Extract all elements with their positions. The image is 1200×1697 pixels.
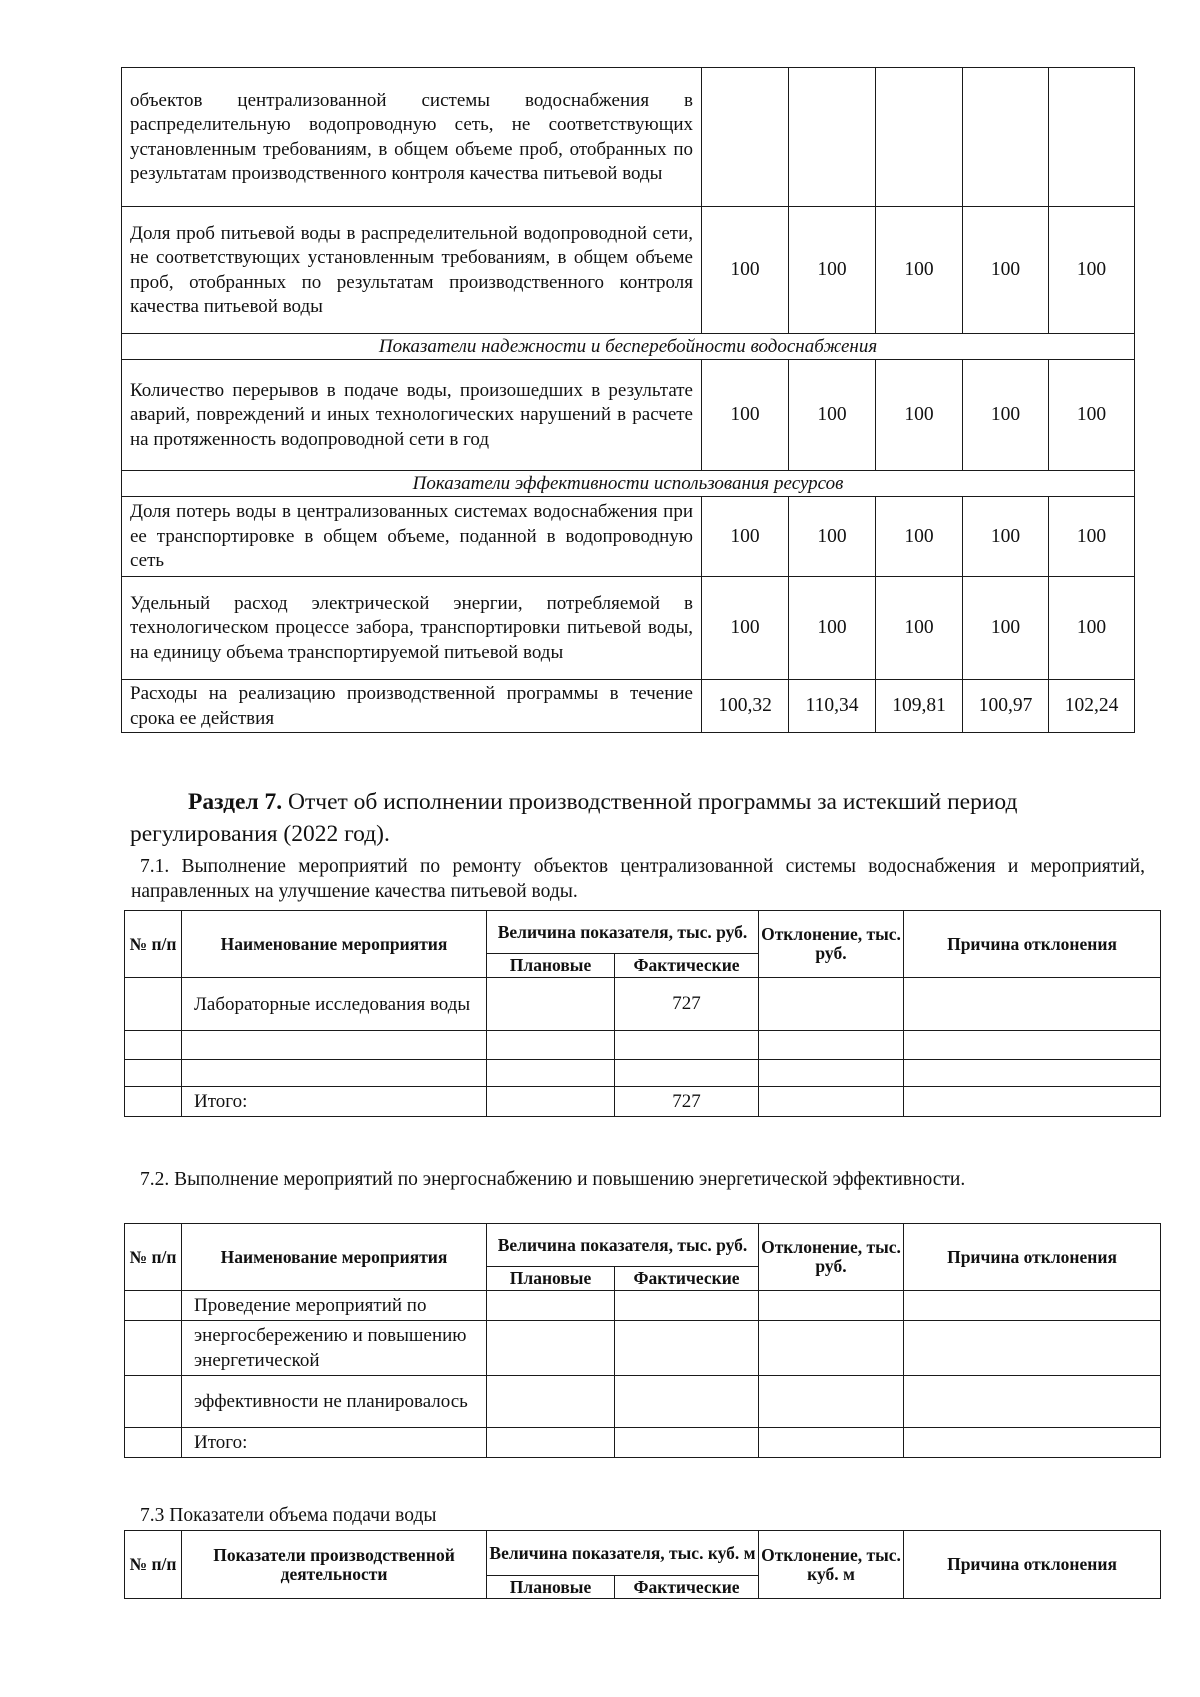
indicator-value: 110,34 [789,680,876,733]
t71-header-reason: Причина отклонения [904,911,1161,978]
indicator-value: 100 [963,497,1049,577]
t73-header-value: Величина показателя, тыс. куб. м [487,1531,759,1576]
table-row [122,68,1135,207]
table-row [125,978,1161,1031]
indicator-value: 100 [1049,497,1135,577]
indicator-value: 100 [789,577,876,680]
t73-header-deviation: Отклонение, тыс. куб. м [759,1531,904,1599]
indicator-value: 100 [702,360,789,471]
t71-total-actual: 727 [615,1087,759,1117]
indicator-value: 100 [1049,577,1135,680]
indicator-description: Доля потерь воды в централизованных системах водоснабжения при ее транспортировке в общем объеме, поданной в водопроводную сеть [122,497,702,577]
section-title: Показатели эффективности использования ресурсов [122,471,1135,497]
indicator-description: объектов централизованной системы водоснабжения в распределительную водопроводную сеть, не соответствующих установленным требованиям, в общем объеме проб, отобранных по результатам производственного контроля качества питьевой воды [122,68,702,207]
table-row [125,1060,1161,1087]
t72-table [124,1223,1161,1458]
t71-header-num: № п/п [125,911,182,978]
indicator-value: 100 [702,577,789,680]
t71-row1-actual: 727 [615,978,759,1031]
table-row [122,207,1135,334]
indicator-value: 100 [702,207,789,334]
section-7-heading-bold: Раздел 7. [188,789,283,815]
indicator-value: 100,32 [702,680,789,733]
t71-header-value: Величина показателя, тыс. руб. [487,911,759,954]
t71-row1-name: Лабораторные исследования воды [182,978,487,1031]
table-row [125,1031,1161,1060]
t73-header-indicator: Показатели производственной деятельности [182,1531,487,1599]
indicator-value [1049,68,1135,207]
t73-caption: 7.3 Показатели объема подачи воды [140,1505,437,1526]
indicator-value: 102,24 [1049,680,1135,733]
t73-header-num: № п/п [125,1531,182,1599]
indicator-value: 100 [963,360,1049,471]
t71-table [124,910,1161,1117]
section-7-heading [130,786,1140,850]
indicator-value [963,68,1049,207]
indicator-value: 100 [789,497,876,577]
indicator-value: 100 [876,577,963,680]
table-row [125,1376,1161,1428]
t71-header-name: Наименование мероприятия [182,911,487,978]
table-row [125,1291,1161,1321]
t71-header-actual: Фактические [615,954,759,978]
t71-total-label: Итого: [182,1087,487,1117]
t72-header-num: № п/п [125,1224,182,1291]
indicator-value: 100 [963,577,1049,680]
t72-row3-name: эффективности не планировалось [182,1376,487,1428]
t72-header-actual: Фактические [615,1267,759,1291]
indicator-value: 100 [876,207,963,334]
indicator-value: 100 [876,360,963,471]
indicator-value: 100 [789,207,876,334]
t71-header-planned: Плановые [487,954,615,978]
section-7-heading-text: Отчет об исполнении производственной программы за истекший период регулирования (2022 год). [130,789,1018,847]
indicator-value: 100,97 [963,680,1049,733]
t72-header-name: Наименование мероприятия [182,1224,487,1291]
t71-caption: 7.1. Выполнение мероприятий по ремонту объектов централизованной системы водоснабжения и мероприятий, направленных на улучшение качества питьевой воды. [131,856,1145,902]
t73-table [124,1530,1161,1599]
section-row [122,471,1135,497]
t72-total-label: Итого: [182,1428,487,1458]
table-row [122,360,1135,471]
table-row [125,1428,1161,1458]
t71-header-deviation: Отклонение, тыс. руб. [759,911,904,978]
indicator-description: Количество перерывов в подаче воды, произошедших в результате аварий, повреждений и иных технологических нарушений в расчете на протяженность водопроводной сети в год [122,360,702,471]
t72-header-planned: Плановые [487,1267,615,1291]
indicators-table [121,67,1135,733]
section-title: Показатели надежности и бесперебойности водоснабжения [122,334,1135,360]
section-row [122,334,1135,360]
t72-row2-name: энергосбережению и повышению энергетической [182,1321,487,1376]
t73-header-actual: Фактические [615,1576,759,1599]
table-row [125,1321,1161,1376]
t73-header-planned: Плановые [487,1576,615,1599]
table-row [122,680,1135,733]
indicator-value: 100 [702,497,789,577]
indicator-value [702,68,789,207]
t72-header-reason: Причина отклонения [904,1224,1161,1291]
indicator-value: 100 [1049,360,1135,471]
indicator-description: Удельный расход электрической энергии, потребляемой в технологическом процессе забора, транспортировки питьевой воды, на единицу объема транспортируемой питьевой воды [122,577,702,680]
table-row [122,497,1135,577]
t72-caption: 7.2. Выполнение мероприятий по энергоснабжению и повышению энергетической эффективности. [140,1169,966,1190]
t73-header-reason: Причина отклонения [904,1531,1161,1599]
indicator-value: 100 [789,360,876,471]
t72-header-deviation: Отклонение, тыс. руб. [759,1224,904,1291]
table-row [125,1087,1161,1117]
indicator-description: Доля проб питьевой воды в распределительной водопроводной сети, не соответствующих установленным требованиям, в общем объеме проб, отобранных по результатам производственного контроля качества питьевой воды [122,207,702,334]
indicator-description: Расходы на реализацию производственной программы в течение срока ее действия [122,680,702,733]
indicator-value: 100 [876,497,963,577]
indicator-value: 109,81 [876,680,963,733]
indicator-value: 100 [1049,207,1135,334]
indicator-value [789,68,876,207]
t72-header-value: Величина показателя, тыс. руб. [487,1224,759,1267]
indicator-value [876,68,963,207]
table-row [122,577,1135,680]
t72-row1-name: Проведение мероприятий по [182,1291,487,1321]
indicator-value: 100 [963,207,1049,334]
